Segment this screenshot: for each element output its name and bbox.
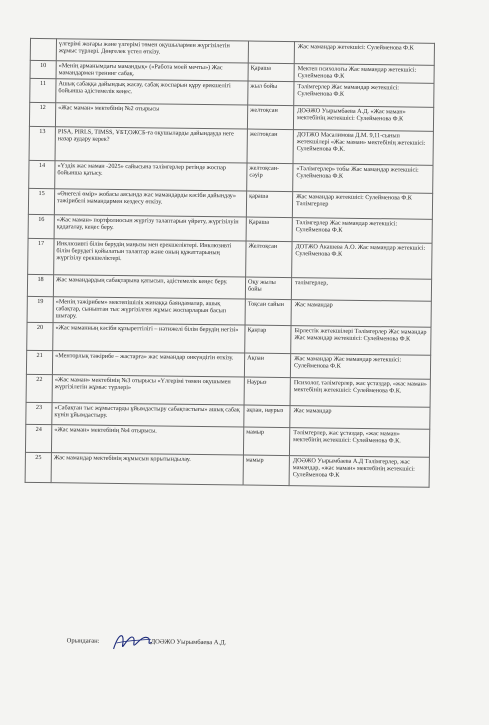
row-number: 15 (28, 188, 54, 214)
responsible-person: ДОӘЖО Уырымбаева А.Д. «Жас маман» мектебінің жетекшісі: Сулейменова Ф.К (293, 106, 433, 132)
event-description: «Жас маман» портфолиосын жүргізу талаптарын үйрету, жүргізілуін қадағалау, кеңес беру. (54, 215, 246, 241)
event-time: Қараша (246, 217, 292, 242)
row-number: 23 (26, 402, 52, 424)
event-time: желтоқсан-сәуір (247, 163, 293, 192)
row-number: 14 (29, 160, 55, 188)
row-number: 16 (28, 214, 54, 238)
event-description: PISA, PIRLS, TIMSS, ҰБТ,ОЖСБ-ға оқушыларды дайындауда неге назар аудару керек? (55, 127, 247, 163)
event-description: «Менің арманымдағы мамандық» («Работа моей мечты») Жас мамандармен тренинг сабақ. (56, 61, 248, 81)
event-description: «Жас маман» мектебінің №2 отырысы (55, 103, 247, 129)
event-description: «Жас маманның кәсіби құзыреттілігі – нәтижелі білім берудің негізі» (53, 323, 245, 353)
responsible-person: Бірлестік жетекшілері Тәлімгерлер Жас мамандар Жас мамандар жетекшісі: Сулейменова Ф.К (291, 326, 431, 356)
event-description: Жас мамандар мектебінің жұмысын қорытындылау. (51, 453, 243, 485)
row-number (30, 38, 56, 60)
responsible-person: Тәлімгерлер, жас ұстаздар, «жас маман» мектебінің жетекшісі: Сулейменова Ф.К. (289, 428, 429, 458)
row-number: 13 (29, 126, 55, 160)
table-row (25, 452, 429, 487)
responsible-person: Психолог, тәлімгерлер, жас ұстаздар, «жас маман» мектебінің жетекшісі: Сулейменова Ф.К. (290, 378, 430, 408)
event-description: «Менің тәжірибем» мектепішілік жинаққа баяндамалар, ашық сабақтар, сыныптан тыс жүргізілген жұмыс жоспарларын басып шығару. (53, 297, 245, 325)
event-description: «Жас маман» мектебінің №3 отырысы «Үлгерімі төмен оқушымен жүргізілетін жұмыс түрлері» (52, 375, 244, 405)
responsible-person: Тәлімгерлер Жас мамандар жетекшісі: Сулейменова Ф.К (294, 82, 434, 108)
row-number: 18 (27, 274, 53, 296)
footer-label: Орындаған: (66, 637, 100, 645)
row-number: 24 (25, 424, 51, 452)
event-description: «Жас маман» мектебінің №4 отырысы. (51, 425, 243, 455)
row-number: 11 (30, 78, 56, 102)
event-description: «Менторлық тәжірибе – жастарға» жас мамандар онкүндігін өткізу. (52, 351, 244, 377)
event-time: Қаңтар (245, 325, 291, 354)
event-time: мамыр (243, 427, 289, 456)
plan-table (25, 38, 435, 488)
responsible-person: Мектеп психологы Жас мамандар жетекшісі: Сулейменова Ф.К (294, 64, 434, 84)
event-description: Ашық сабаққа дайындық жасау, сабақ жоспарын құру ерекшелігі бойынша әдістемелік кеңес. (56, 79, 248, 105)
responsible-person: Тәлімгерлер Жас мамандар жетекшісі: Сулейменова Ф.К (292, 218, 432, 244)
row-number: 21 (26, 350, 52, 374)
row-number: 12 (29, 102, 55, 126)
event-time: Ақпан (244, 353, 290, 378)
responsible-person: ДОӘЖО Уырымбаева А.Д Тәлімгерлер, жас мамандар, «жас маман» мектебінің жетекшісі: Сулейменова Ф.К (289, 456, 429, 488)
table-row (28, 238, 432, 279)
responsible-person: Жас мамандар жетекшісі: Сулейменова Ф.К Тәлімгерлер (292, 192, 432, 220)
event-time: Оқу жылы бойы (245, 277, 291, 300)
row-number: 20 (27, 322, 53, 350)
event-time: қараша (246, 191, 292, 218)
responsible-person: «Тәлімгерлер» тобы Жас мамандар жетекшісі: Сулейменова Ф.К (293, 164, 433, 194)
row-number: 22 (26, 374, 52, 402)
event-time (248, 41, 294, 64)
responsible-person: ДОТЖО Масалимова Д.М. 9,11-сынып жетекшілері «Жас маман» мектебінің жетекшісі: Сулейменова Ф.К. (293, 130, 433, 166)
responsible-person: Жас мамандар Жас мамандар жетекшісі: Сулейменова Ф.К (290, 354, 430, 380)
event-time: мамыр (243, 455, 289, 486)
event-description: «Сабақтан тыс жұмыстарды ұйымдастыру сабақтастығы» ашық сабақ күнін ұйымдастыру. (52, 403, 244, 427)
row-number: 10 (30, 60, 56, 78)
event-time: жыл бойы (248, 81, 294, 106)
footer-name: ДОӘЖО Уырымбаева А.Д. (150, 638, 227, 647)
event-description: Жас мамандардың сабақтарына қатысып, әдістемелік кеңес беру. (53, 275, 245, 299)
table-row (29, 126, 433, 165)
responsible-person: Жас мамандар жетекшісі: Сулейменова Ф.К (294, 42, 434, 66)
event-description: үлгерімі жоғары және үлгерімі төмен оқушылармен жүргізілетін жұмыс түрлері. Дөңгелек үстел өткізу. (56, 39, 248, 63)
responsible-person: Жас мамандар (291, 300, 431, 328)
row-number: 25 (25, 452, 51, 482)
event-description: «Өнегелі өмір» жобасы аясында жас мамандарды кәсіби дайындау» тәжірибелі мамандармен кездесу өткізу. (54, 189, 246, 217)
row-number: 17 (28, 238, 54, 274)
event-time: Наурыз (244, 377, 290, 406)
event-time: ақпан, наурыз (244, 405, 290, 428)
event-time: Қараша (248, 63, 294, 82)
responsible-person: Жас мамандар (290, 406, 430, 430)
footer-signature-line (67, 637, 227, 646)
responsible-person: тәлімгерлер, (291, 278, 431, 302)
event-time: Желтоқсан (246, 241, 292, 278)
row-number: 19 (27, 296, 53, 322)
responsible-person: ДОТЖО Акашева А.О. Жас мамандар жетекшісі: Сулейменова Ф.К (292, 242, 432, 280)
event-time: Тоқсан сайын (245, 299, 291, 326)
event-time: желтоқсан (247, 129, 293, 164)
event-time: желтоқсан (247, 105, 293, 130)
event-description: «Үздік жас маман -2025» сайысына тәлімгерлер ретінде жоспар бойынша қатысу. (55, 161, 247, 191)
event-description: Инклюзивті білім берудің маңызы мен ерекшеліктері. Инклюзивті білім берудегі қойылатын талаптар және оның құжаттарының жүргізілу ерекшеліктері. (54, 239, 246, 277)
